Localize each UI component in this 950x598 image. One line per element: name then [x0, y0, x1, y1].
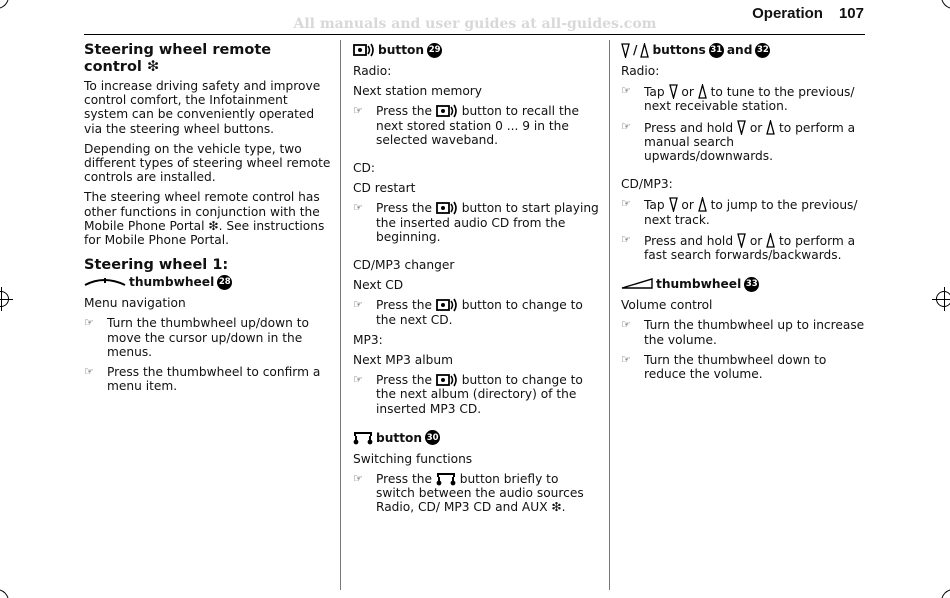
text-fragment: button to recall the next stored station 0 ... 9 in the selected waveband.: [376, 104, 579, 147]
section-title: Operation: [752, 5, 823, 22]
pointing-hand-icon: ☞: [353, 201, 363, 215]
phone-portal-text-a: The steering wheel remote control has other functions in conjunction with the Mobile Phone Portal: [84, 190, 320, 233]
pointing-hand-icon: ☞: [621, 197, 631, 211]
next-mp3-label: Next MP3 album: [353, 353, 453, 368]
up-triangle-icon: [766, 120, 775, 135]
pointing-hand-icon: ☞: [621, 119, 631, 133]
radio-label: Radio:: [353, 64, 392, 78]
text-fragment: to tune to the previous/ next receivable station.: [644, 85, 855, 114]
source-switch-icon: [353, 431, 373, 445]
column-3: [621, 42, 866, 387]
list-item: [84, 365, 332, 393]
text-fragment: Press the: [376, 104, 432, 119]
next-station-label: Next station memory: [353, 84, 483, 99]
pointing-hand-icon: ☞: [353, 373, 363, 387]
snowflake-asterisk-icon: ❇: [208, 218, 219, 233]
callout-number: 31: [709, 43, 724, 58]
column-1: [84, 42, 332, 399]
pointing-hand-icon: ☞: [353, 472, 363, 486]
snowflake-asterisk-icon: ❇: [551, 500, 562, 515]
text-fragment: Press the: [376, 373, 432, 388]
list-item-text: [644, 197, 866, 226]
text-fragment: Press the: [376, 472, 432, 487]
list-item-text: [376, 298, 599, 326]
text-fragment: or: [749, 120, 763, 135]
source-button-heading: [353, 430, 599, 446]
thumbwheel-label: thumbwheel: [129, 275, 215, 290]
list-item-text: [376, 201, 599, 244]
section-heading: [84, 42, 332, 76]
thumbwheel-label: thumbwheel: [656, 277, 742, 292]
pointing-hand-icon: ☞: [84, 365, 94, 379]
text-fragment: Press and hold: [644, 120, 734, 135]
text-fragment: Tap: [644, 85, 665, 100]
list-item: [621, 120, 866, 164]
volume-control-label: Volume control: [621, 298, 713, 313]
text-fragment: or: [681, 85, 694, 100]
list-item-text: [376, 373, 599, 416]
phone-portal-paragraph: [84, 190, 332, 247]
list-item-text: Turn the thumbwheel up to increase the volume.: [644, 318, 865, 347]
registration-mark-left: [0, 291, 9, 307]
crop-mark-top-right: [940, 0, 950, 10]
list-item: [353, 373, 599, 416]
list-item: [353, 201, 599, 244]
up-triangle-icon: [640, 43, 649, 58]
list-item-text: [644, 120, 866, 164]
text-fragment: Press the: [376, 201, 432, 216]
registration-mark-right: [936, 291, 950, 307]
subheading-steering-wheel-1: Steering wheel 1:: [84, 257, 229, 274]
up-triangle-icon: [698, 84, 707, 99]
section-heading-text: Steering wheel remote control: [84, 42, 272, 75]
radio-label: Radio:: [621, 64, 660, 78]
list-item-text: Turn the thumbwheel up/down to move the cursor up/down in the menus.: [107, 316, 309, 359]
phone-speaker-icon: [436, 373, 458, 387]
volume-thumbwheel-heading: [621, 276, 866, 292]
text-fragment: to jump to the previous/ next track.: [644, 198, 858, 227]
list-item: [84, 316, 332, 359]
down-triangle-icon: [737, 233, 746, 248]
thumbwheel-icon: [84, 277, 126, 287]
crop-mark-top-left: [0, 0, 10, 10]
switching-functions-label: Switching functions: [353, 451, 473, 466]
list-item-text: Turn the thumbwheel down to reduce the volume.: [644, 352, 827, 382]
cd-restart-label: CD restart: [353, 181, 416, 196]
list-item: [621, 197, 866, 226]
separator: /: [633, 43, 638, 57]
pointing-hand-icon: ☞: [621, 232, 631, 246]
pointing-hand-icon: ☞: [621, 84, 631, 98]
text-fragment: button to change to the next CD.: [376, 298, 583, 327]
pointing-hand-icon: ☞: [621, 318, 631, 332]
pointing-hand-icon: ☞: [353, 298, 363, 312]
list-item: [621, 233, 866, 262]
column-divider-2: [609, 40, 610, 590]
text-fragment: or: [681, 198, 694, 213]
volume-wedge-icon: [621, 278, 653, 290]
text-fragment: to perform a fast search forwards/backwards.: [644, 233, 856, 263]
watermark: All manuals and user guides at all-guides.com: [293, 16, 657, 32]
callout-number: 28: [217, 275, 232, 290]
text-fragment: button to start playing the inserted audio CD from the beginning.: [376, 201, 599, 244]
page-header: [752, 5, 864, 22]
types-paragraph: Depending on the vehicle type, two different types of steering wheel remote controls are installed.: [84, 141, 331, 185]
down-triangle-icon: [669, 84, 678, 99]
text-fragment: Press the: [376, 298, 432, 313]
source-switch-icon: [436, 472, 456, 486]
pointing-hand-icon: ☞: [353, 104, 363, 118]
up-triangle-icon: [698, 197, 707, 212]
thumbwheel-heading: [84, 274, 332, 290]
down-triangle-icon: [737, 120, 746, 135]
phone-button-label: button: [378, 43, 425, 57]
phone-speaker-icon: [436, 298, 458, 312]
list-item-text: [644, 84, 866, 113]
text-fragment: Tap: [644, 198, 665, 213]
text-fragment: button to change to the next album (directory) of the inserted MP3 CD.: [376, 373, 583, 416]
callout-number: 30: [425, 430, 440, 445]
up-down-buttons-heading: [621, 42, 866, 58]
cd-mp3-label: CD/MP3:: [621, 177, 673, 192]
phone-portal-text-b: . See instructions for Mobile Phone Portal.: [84, 218, 325, 248]
header-rule: [84, 34, 865, 35]
list-item-text: [376, 104, 599, 147]
down-triangle-icon: [669, 197, 678, 212]
column-divider-1: [340, 40, 341, 590]
list-item: [353, 298, 599, 326]
list-item: [621, 84, 866, 113]
text-fragment: or: [749, 233, 763, 248]
list-item-text: [376, 472, 599, 515]
crop-mark-bottom-left: [0, 588, 10, 598]
pointing-hand-icon: ☞: [84, 316, 94, 330]
mp3-label: MP3:: [353, 332, 383, 347]
up-triangle-icon: [766, 233, 775, 248]
callout-number: 33: [744, 277, 759, 292]
snowflake-asterisk-icon: ❇: [146, 59, 160, 75]
list-item: [621, 353, 866, 381]
callout-number: 29: [427, 43, 442, 58]
menu-navigation-label: Menu navigation: [84, 296, 186, 311]
and-text: and: [726, 43, 753, 57]
list-item-text: [644, 233, 866, 262]
list-item: [353, 472, 599, 515]
phone-button-heading: [353, 42, 599, 58]
next-cd-label: Next CD: [353, 278, 404, 293]
pointing-hand-icon: ☞: [621, 352, 631, 366]
source-button-label: button: [376, 430, 423, 445]
text-fragment: .: [561, 500, 566, 515]
text-fragment: button briefly to switch between the audio sources Radio, CD/ MP3 CD and AUX: [376, 472, 584, 515]
phone-speaker-icon: [436, 201, 458, 215]
crop-mark-bottom-right: [940, 588, 950, 598]
down-triangle-icon: [621, 43, 630, 58]
intro-paragraph: To increase driving safety and improve control comfort, the Infotainment system can be conveniently operated via the steering wheel buttons.: [84, 79, 321, 136]
phone-speaker-icon: [353, 43, 375, 57]
buttons-label: buttons: [652, 43, 706, 57]
page-number: 107: [838, 5, 864, 22]
list-item: [621, 318, 866, 346]
list-item-text: Press the thumbwheel to confirm a menu item.: [107, 365, 321, 394]
phone-speaker-icon: [436, 104, 458, 118]
text-fragment: Press and hold: [644, 233, 734, 248]
list-item: [353, 104, 599, 147]
text-fragment: to perform a manual search upwards/downwards.: [644, 120, 856, 164]
cd-label: CD:: [353, 161, 376, 176]
column-2: [353, 42, 599, 521]
callout-number: 32: [755, 43, 770, 58]
cd-changer-label: CD/MP3 changer: [353, 258, 455, 273]
